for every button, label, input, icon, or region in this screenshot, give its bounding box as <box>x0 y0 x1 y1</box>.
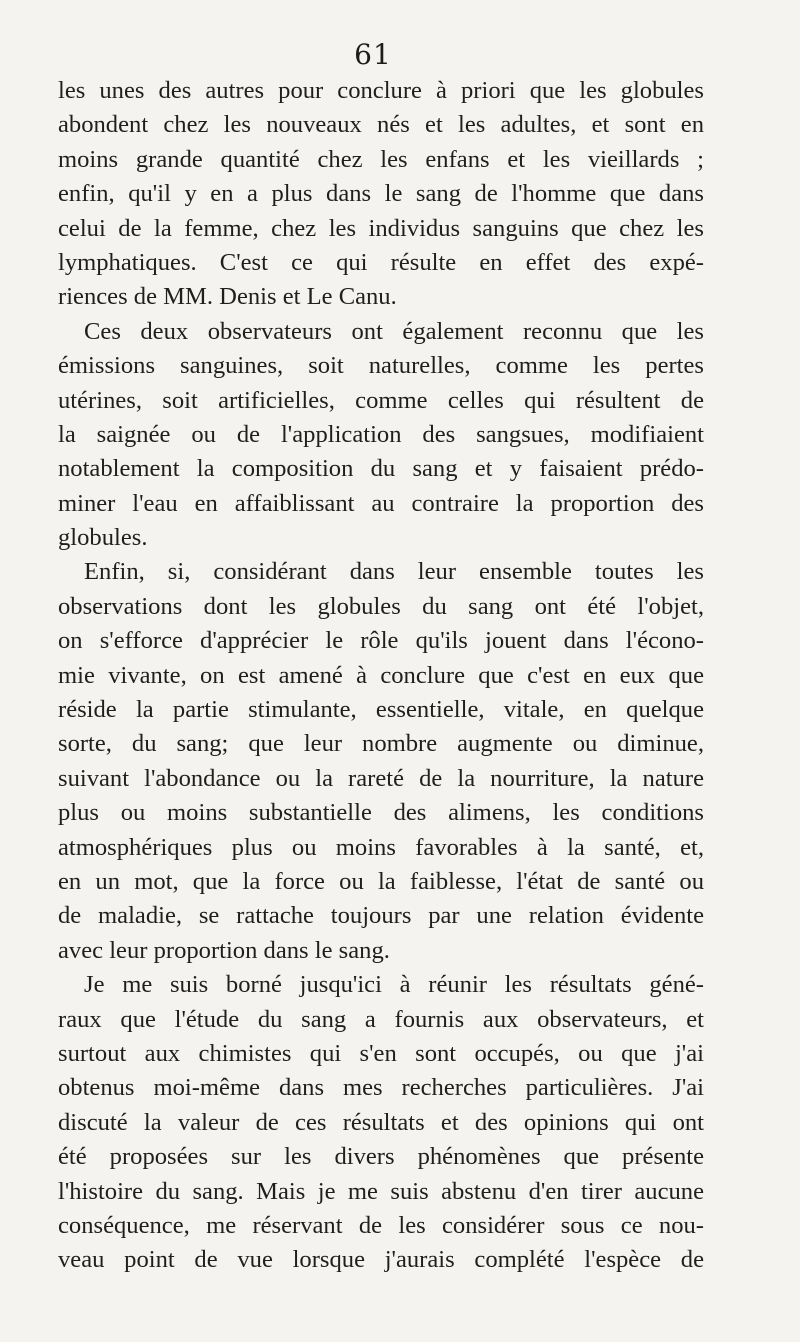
text-line: obtenus moi-même dans mes recherches particulières. J'ai <box>58 1074 704 1102</box>
text-line: mie vivante, on est amené à conclure que c'est en eux que <box>58 661 704 689</box>
text-line: riences de MM. Denis et Le Canu. <box>58 283 397 311</box>
text-line: de maladie, se rattache toujours par une relation évidente <box>58 902 704 930</box>
text-line: réside la partie stimulante, essentielle, vitale, en quelque <box>58 696 704 724</box>
text-line: avec leur proportion dans le sang. <box>58 936 390 964</box>
text-line: raux que l'étude du sang a fournis aux observateurs, et <box>58 1005 704 1033</box>
text-line: celui de la femme, chez les individus sanguins que chez les <box>58 214 704 242</box>
body-text <box>58 74 704 1278</box>
text-line: l'histoire du sang. Mais je me suis abstenu d'en tirer aucune <box>58 1177 704 1205</box>
text-line: miner l'eau en affaiblissant au contraire la proportion des <box>58 489 704 517</box>
text-line: Enfin, si, considérant dans leur ensemble toutes les <box>84 558 704 586</box>
text-line: notablement la composition du sang et y faisaient prédo- <box>58 455 704 483</box>
text-line: plus ou moins substantielle des alimens, les conditions <box>58 799 704 827</box>
text-line: surtout aux chimistes qui s'en sont occupés, ou que j'ai <box>58 1039 704 1067</box>
text-line: enfin, qu'il y en a plus dans le sang de l'homme que dans <box>58 180 704 208</box>
text-line: sorte, du sang; que leur nombre augmente ou diminue, <box>58 730 704 758</box>
text-line: conséquence, me réservant de les considérer sous ce nou- <box>58 1211 704 1239</box>
text-line: abondent chez les nouveaux nés et les adultes, et sont en <box>58 111 704 139</box>
text-line: veau point de vue lorsque j'aurais complété l'espèce de <box>58 1246 704 1274</box>
text-line: lymphatiques. C'est ce qui résulte en effet des expé- <box>58 248 704 276</box>
text-line: les unes des autres pour conclure à priori que les globules <box>58 77 704 104</box>
text-line: observations dont les globules du sang ont été l'objet, <box>58 592 704 620</box>
text-line: globules. <box>58 524 148 552</box>
text-line: utérines, soit artificielles, comme celles qui résultent de <box>58 386 704 414</box>
text-line: été proposées sur les divers phénomènes que présente <box>58 1143 704 1171</box>
text-line: en un mot, que la force ou la faiblesse, l'état de santé ou <box>58 867 704 895</box>
text-line: Ces deux observateurs ont également reconnu que les <box>84 317 704 345</box>
text-line: discuté la valeur de ces résultats et des opinions qui ont <box>58 1108 704 1136</box>
text-line: Je me suis borné jusqu'ici à réunir les résultats géné- <box>84 971 704 999</box>
page-number: 61 <box>354 38 392 71</box>
text-line: suivant l'abondance ou la rareté de la nourriture, la nature <box>58 764 704 792</box>
text-line: moins grande quantité chez les enfans et les vieillards ; <box>58 145 704 173</box>
text-line: on s'efforce d'apprécier le rôle qu'ils jouent dans l'écono- <box>58 627 704 655</box>
text-line: émissions sanguines, soit naturelles, comme les pertes <box>58 352 704 380</box>
text-line: atmosphériques plus ou moins favorables à la santé, et, <box>58 833 704 861</box>
text-line: la saignée ou de l'application des sangsues, modifiaient <box>58 420 704 448</box>
